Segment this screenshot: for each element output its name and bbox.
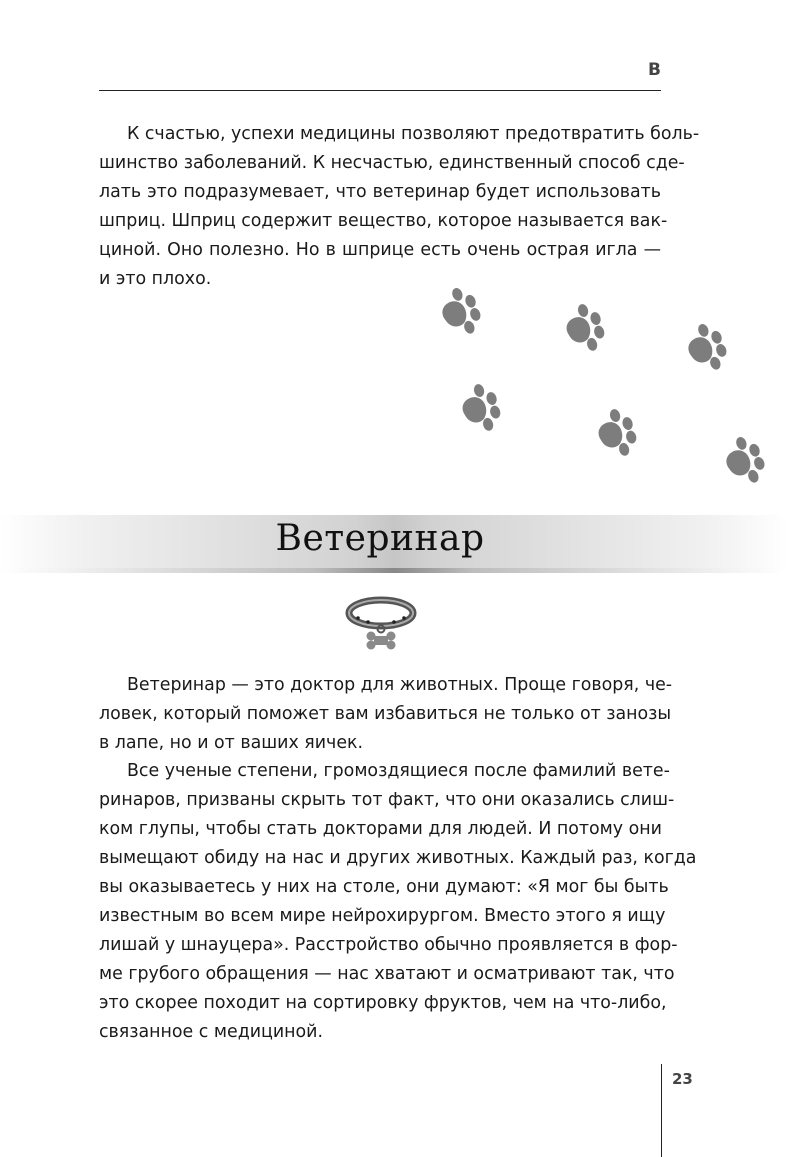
text-line: Все ученые степени, громоздящиеся после фамилий вете- xyxy=(127,761,670,781)
text-line: К счастью, успехи медицины позволяют предотвратить боль- xyxy=(127,124,700,144)
text-line: и это плохо. xyxy=(99,269,212,289)
header-rule xyxy=(99,90,661,91)
dog-collar-icon xyxy=(344,591,418,657)
paw-print-icon xyxy=(561,300,608,356)
text-line: лать это подразумевает, что ветеринар будет использовать xyxy=(99,182,661,202)
section-title: Ветеринар xyxy=(275,518,485,559)
text-line: ком глупы, чтобы стать докторами для людей. И потому они xyxy=(99,819,662,839)
paw-print-icon xyxy=(593,405,640,461)
text-line: ринаров, призваны скрыть тот факт, что они оказались слиш- xyxy=(99,790,675,810)
text-line: вымещают обиду на нас и других животных. Каждый раз, когда xyxy=(99,848,697,868)
text-line: ловек, который поможет вам избавиться не только от занозы xyxy=(99,704,672,724)
section-paragraph-1 xyxy=(99,671,673,758)
paw-print-icon xyxy=(682,319,732,376)
page-number-rule xyxy=(661,1064,662,1157)
text-line: шприц. Шприц содержит вещество, которое называется вак- xyxy=(99,211,668,231)
running-header-letter: В xyxy=(648,60,661,80)
text-line: вы оказываетесь у них на столе, они думают: «Я мог бы быть xyxy=(99,877,669,897)
text-line: циной. Оно полезно. Но в шприце есть очень острая игла — xyxy=(99,240,661,260)
section-paragraph-2 xyxy=(99,757,697,1047)
text-line: лишай у шнауцера». Расстройство обычно проявляется в фор- xyxy=(99,935,678,955)
text-line: Ветеринар — это доктор для животных. Проще говоря, че- xyxy=(127,675,673,695)
text-line: ме грубого обращения — нас хватают и осматривают так, что xyxy=(99,964,675,984)
text-line: в лапе, но и от ваших яичек. xyxy=(99,733,364,753)
section-title-band-shadow xyxy=(0,568,788,573)
text-line: шинство заболеваний. К несчастью, единственный способ сде- xyxy=(99,153,685,173)
paw-print-icon xyxy=(457,380,504,436)
page-number: 23 xyxy=(672,1070,693,1088)
paw-print-icon xyxy=(720,432,770,489)
text-line: связанное с медициной. xyxy=(99,1022,323,1042)
intro-paragraph xyxy=(99,120,700,294)
text-line: это скорее походит на сортировку фруктов, чем на что-либо, xyxy=(99,993,667,1013)
text-line: известным во всем мире нейрохирургом. Вместо этого я ищу xyxy=(99,906,666,926)
